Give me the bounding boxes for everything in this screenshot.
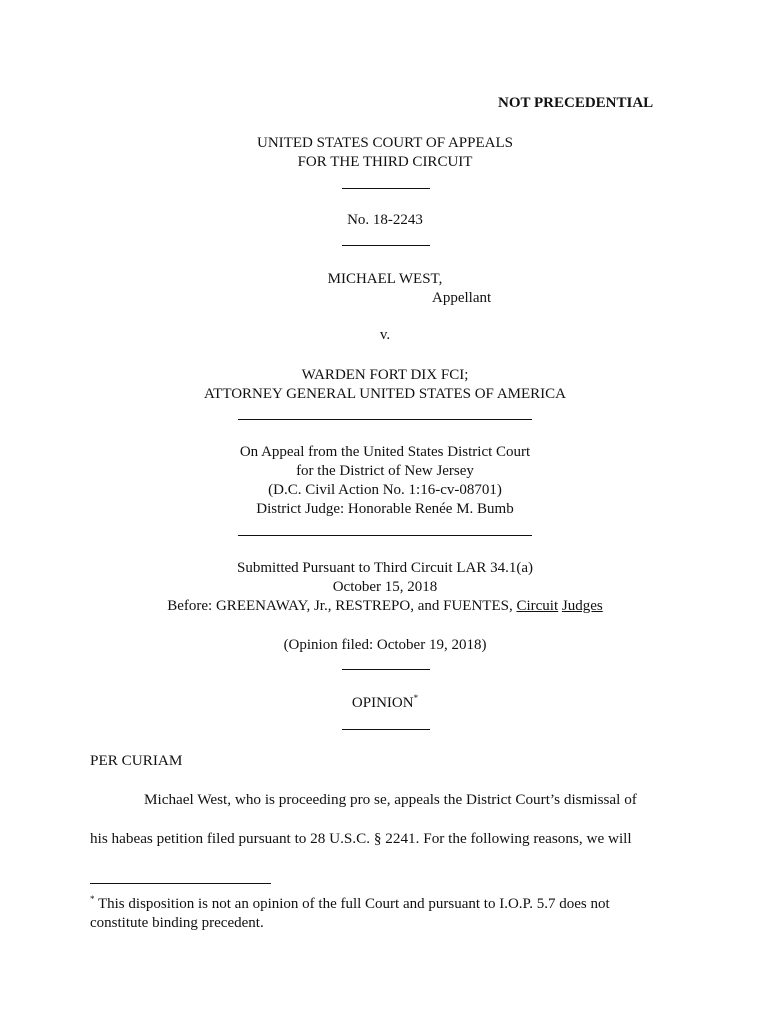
court-name-line1: UNITED STATES COURT OF APPEALS xyxy=(257,135,513,151)
versus-label: v. xyxy=(379,327,391,343)
appellee-line1: WARDEN FORT DIX FCI; xyxy=(301,367,469,383)
opinion-heading xyxy=(0,694,770,712)
case-number: No. 18-2243 xyxy=(347,212,423,228)
separator-rule xyxy=(238,419,532,420)
appellant-name: MICHAEL WEST, xyxy=(327,271,443,287)
footnote-marker: * xyxy=(413,693,419,703)
court-name-line2: FOR THE THIRD CIRCUIT xyxy=(297,154,473,170)
footnote-rule xyxy=(90,883,271,884)
district-judge-line: District Judge: Honorable Renée M. Bumb xyxy=(256,501,514,517)
separator-rule xyxy=(342,245,430,246)
body-paragraph-line1: Michael West, who is proceeding pro se, appeals the District Court’s dismissal of xyxy=(144,791,637,808)
panel-judges-names: Before: GREENAWAY, Jr., RESTREPO, and FUENTES, xyxy=(167,598,517,614)
panel-judges-line xyxy=(0,597,770,615)
opinion-title: OPINION xyxy=(351,695,414,711)
body-paragraph-line2: his habeas petition filed pursuant to 28 U.S.C. § 2241. For the following reasons, we will xyxy=(90,830,632,847)
opinion-filed-date: (Opinion filed: October 19, 2018) xyxy=(283,637,487,653)
separator-rule xyxy=(238,535,532,536)
per-curiam-label: PER CURIAM xyxy=(90,752,183,769)
circuit-word: Circuit xyxy=(516,598,559,614)
submission-date: October 15, 2018 xyxy=(332,579,438,595)
submission-line: Submitted Pursuant to Third Circuit LAR 34.1(a) xyxy=(237,560,533,576)
separator-rule xyxy=(342,188,430,189)
appeal-line1: On Appeal from the United States District Court xyxy=(239,444,531,460)
footnote-marker: * xyxy=(90,894,95,904)
appellee-line2: ATTORNEY GENERAL UNITED STATES OF AMERICA xyxy=(204,386,566,402)
footnote-text: This disposition is not an opinion of the full Court and pursuant to I.O.P. 5.7 does not xyxy=(94,896,610,912)
judges-word: Judges xyxy=(561,598,603,614)
appeal-line2: for the District of New Jersey xyxy=(296,463,474,479)
footnote-line1 xyxy=(90,895,610,913)
appeal-line3: (D.C. Civil Action No. 1:16-cv-08701) xyxy=(268,482,502,498)
separator-rule xyxy=(342,729,430,730)
separator-rule xyxy=(342,669,430,670)
not-precedential-label: NOT PRECEDENTIAL xyxy=(498,95,654,111)
footnote-line2: constitute binding precedent. xyxy=(90,915,264,931)
appellant-role: Appellant xyxy=(432,290,492,306)
